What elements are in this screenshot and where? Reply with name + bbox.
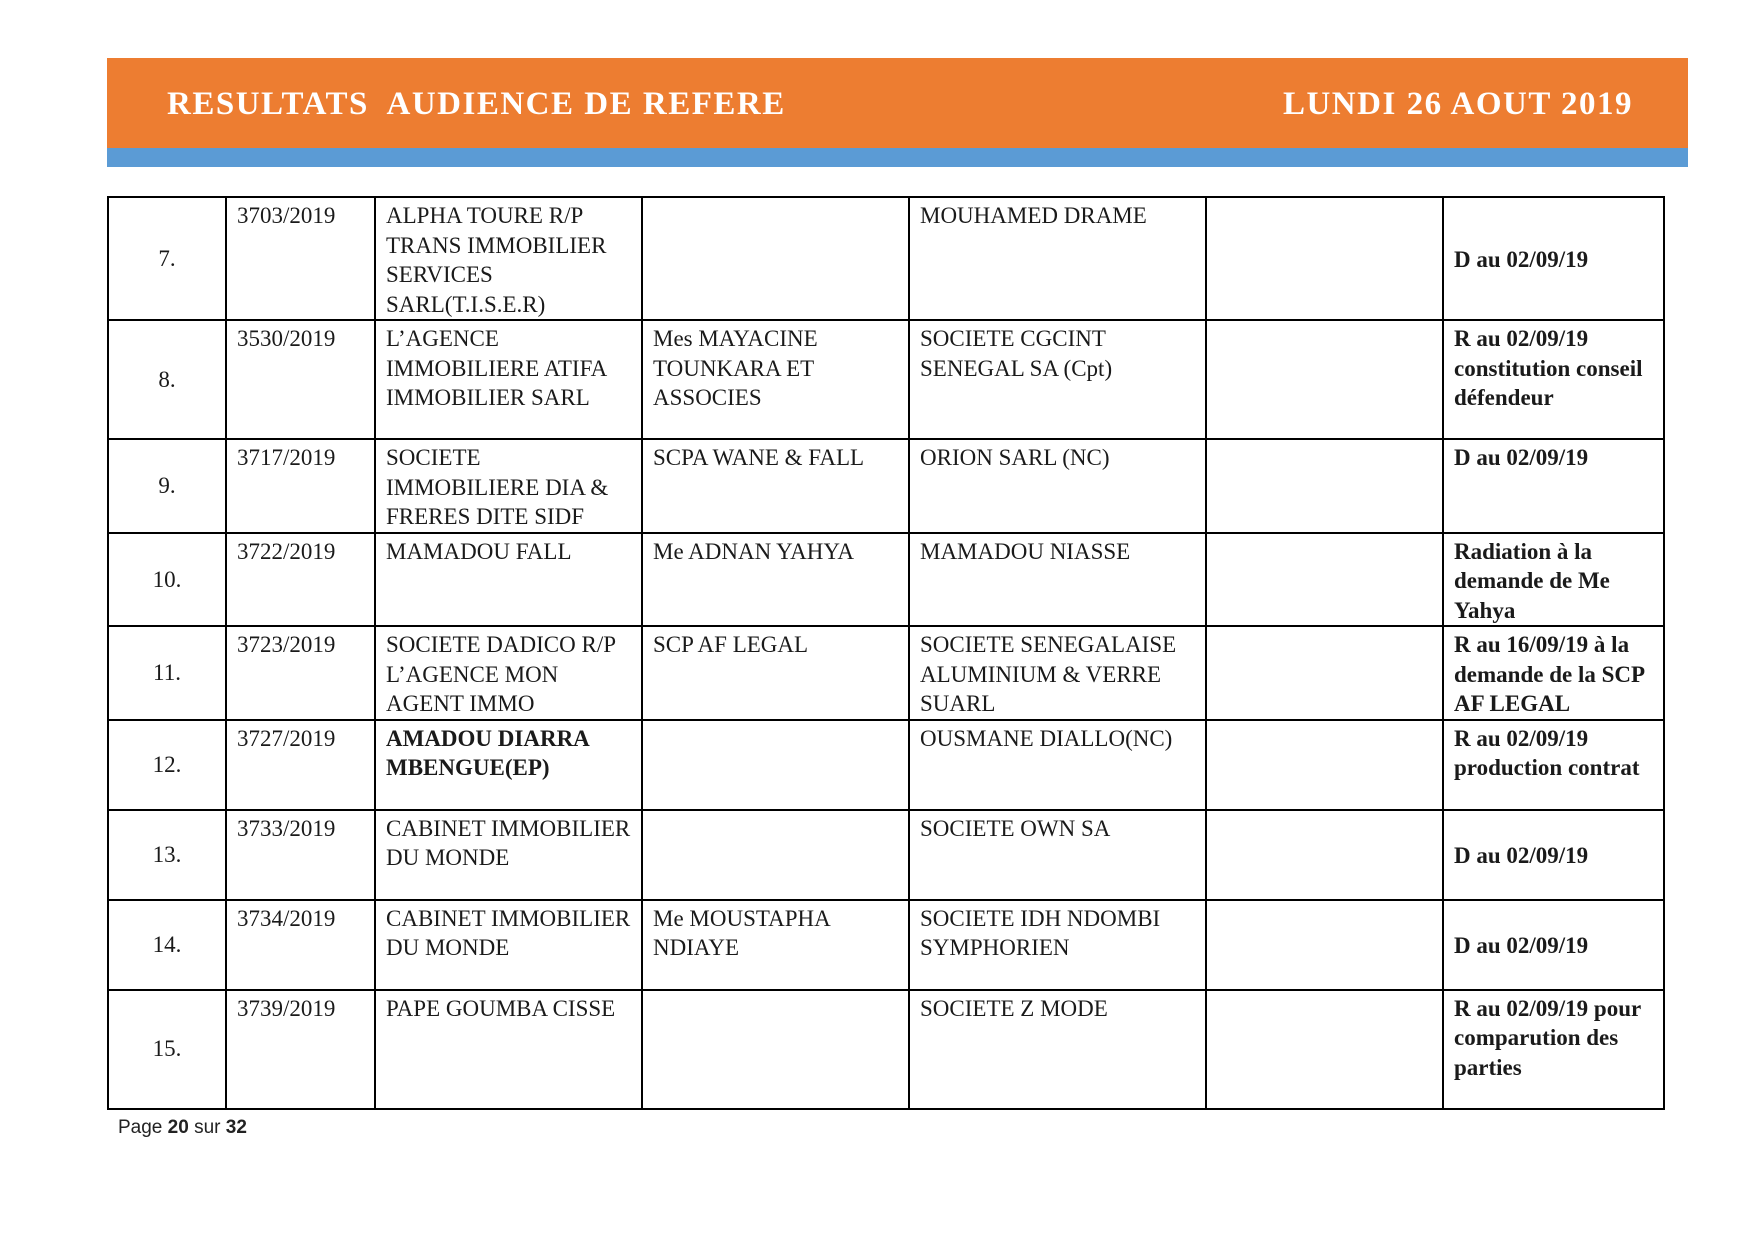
defendant-counsel [1206, 320, 1443, 439]
plaintiff-counsel [642, 720, 909, 810]
case-reference: 3530/2019 [226, 320, 375, 439]
hearing-date: LUNDI 26 AOUT 2019 [1282, 86, 1633, 122]
plaintiff-counsel: Me ADNAN YAHYA [642, 533, 909, 627]
case-reference: 3733/2019 [226, 810, 375, 900]
table-row [108, 439, 1664, 533]
plaintiff: AMADOU DIARRA MBENGUE(EP) [375, 720, 642, 810]
hearing-result: D au 02/09/19 [1443, 197, 1664, 320]
defendant: OUSMANE DIALLO(NC) [909, 720, 1206, 810]
defendant-counsel [1206, 810, 1443, 900]
defendant-counsel [1206, 197, 1443, 320]
hearing-result: R au 02/09/19 constitution conseil défendeur [1443, 320, 1664, 439]
case-number: 10. [108, 533, 226, 627]
page-total: 32 [225, 1117, 247, 1138]
table-row [108, 990, 1664, 1109]
case-number: 13. [108, 810, 226, 900]
case-reference: 3722/2019 [226, 533, 375, 627]
hearing-result: D au 02/09/19 [1443, 900, 1664, 990]
plaintiff-counsel: Me MOUSTAPHA NDIAYE [642, 900, 909, 990]
case-reference: 3727/2019 [226, 720, 375, 810]
case-reference: 3717/2019 [226, 439, 375, 533]
hearing-result: R au 02/09/19 pour comparution des parties [1443, 990, 1664, 1109]
defendant: SOCIETE CGCINT SENEGAL SA (Cpt) [909, 320, 1206, 439]
plaintiff: ALPHA TOURE R/P TRANS IMMOBILIER SERVICES SARL(T.I.S.E.R) [375, 197, 642, 320]
plaintiff: CABINET IMMOBILIER DU MONDE [375, 810, 642, 900]
defendant: SOCIETE IDH NDOMBI SYMPHORIEN [909, 900, 1206, 990]
defendant: SOCIETE OWN SA [909, 810, 1206, 900]
plaintiff: L’AGENCE IMMOBILIERE ATIFA IMMOBILIER SARL [375, 320, 642, 439]
hearing-result: Radiation à la demande de Me Yahya [1443, 533, 1664, 627]
table-row [108, 900, 1664, 990]
hearing-result: D au 02/09/19 [1443, 810, 1664, 900]
page-label: Page [118, 1117, 163, 1138]
plaintiff-counsel [642, 197, 909, 320]
defendant: MAMADOU NIASSE [909, 533, 1206, 627]
defendant: SOCIETE SENEGALAISE ALUMINIUM & VERRE SUARL [909, 626, 1206, 720]
page-footer [118, 1117, 247, 1139]
hearing-result: D au 02/09/19 [1443, 439, 1664, 533]
results-table [107, 196, 1665, 1110]
plaintiff: SOCIETE IMMOBILIERE DIA & FRERES DITE SIDF [375, 439, 642, 533]
plaintiff: CABINET IMMOBILIER DU MONDE [375, 900, 642, 990]
plaintiff-counsel [642, 990, 909, 1109]
defendant-counsel [1206, 900, 1443, 990]
case-reference: 3739/2019 [226, 990, 375, 1109]
case-reference: 3734/2019 [226, 900, 375, 990]
case-reference: 3723/2019 [226, 626, 375, 720]
plaintiff-counsel: SCPA WANE & FALL [642, 439, 909, 533]
defendant-counsel [1206, 439, 1443, 533]
defendant-counsel [1206, 626, 1443, 720]
page-separator: sur [194, 1117, 221, 1138]
defendant-counsel [1206, 533, 1443, 627]
defendant: MOUHAMED DRAME [909, 197, 1206, 320]
plaintiff: MAMADOU FALL [375, 533, 642, 627]
case-number: 14. [108, 900, 226, 990]
table-row [108, 533, 1664, 627]
case-number: 7. [108, 197, 226, 320]
table-row [108, 320, 1664, 439]
hearing-result: R au 02/09/19 production contrat [1443, 720, 1664, 810]
plaintiff-counsel: Mes MAYACINE TOUNKARA ET ASSOCIES [642, 320, 909, 439]
case-number: 9. [108, 439, 226, 533]
page-title: RESULTATS AUDIENCE DE REFERE [167, 86, 786, 122]
case-reference: 3703/2019 [226, 197, 375, 320]
plaintiff-counsel [642, 810, 909, 900]
defendant: SOCIETE Z MODE [909, 990, 1206, 1109]
plaintiff: SOCIETE DADICO R/P L’AGENCE MON AGENT IMMO [375, 626, 642, 720]
defendant-counsel [1206, 720, 1443, 810]
table-row [108, 626, 1664, 720]
case-number: 12. [108, 720, 226, 810]
table-row [108, 197, 1664, 320]
case-number: 15. [108, 990, 226, 1109]
hearing-result: R au 16/09/19 à la demande de la SCP AF LEGAL [1443, 626, 1664, 720]
case-number: 8. [108, 320, 226, 439]
defendant-counsel [1206, 990, 1443, 1109]
header-stripe [107, 148, 1688, 167]
plaintiff-counsel: SCP AF LEGAL [642, 626, 909, 720]
defendant: ORION SARL (NC) [909, 439, 1206, 533]
plaintiff: PAPE GOUMBA CISSE [375, 990, 642, 1109]
case-number: 11. [108, 626, 226, 720]
table-row [108, 720, 1664, 810]
table-row [108, 810, 1664, 900]
page-current: 20 [167, 1117, 189, 1138]
